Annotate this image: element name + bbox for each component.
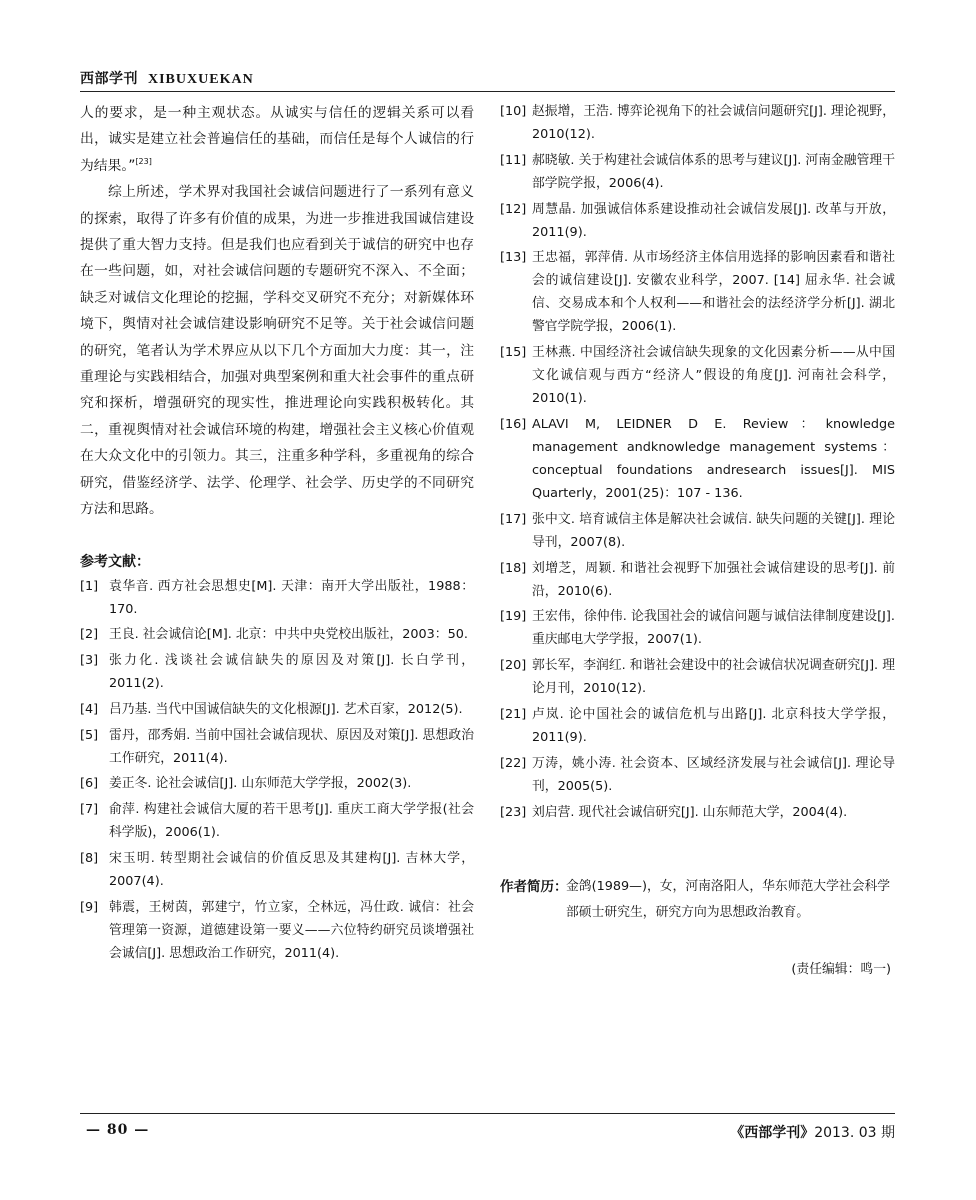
reference-number: [10] bbox=[500, 104, 527, 119]
journal-name bbox=[80, 68, 254, 88]
reference-item bbox=[500, 413, 895, 505]
reference-text: 刘增芝，周颖. 和谐社会视野下加强社会诚信建设的思考[J]. 前沿，2010(6). bbox=[532, 560, 895, 599]
reference-text: 万涛，姚小涛. 社会资本、区域经济发展与社会诚信[J]. 理论导刊，2005(5). bbox=[532, 755, 895, 794]
reference-text: 卢岚. 论中国社会的诚信危机与出路[J]. 北京科技大学学报，2011(9). bbox=[532, 706, 895, 745]
page-number: — 80 — bbox=[86, 1122, 150, 1138]
author-bio-text: 金鸽(1989—)，女，河南洛阳人，华东师范大学社会科学部硕士研究生，研究方向为思想政治教育。 bbox=[566, 878, 891, 920]
journal-name-cn: 西部学刊 bbox=[80, 71, 138, 87]
reference-text: 张中文. 培育诚信主体是解决社会诚信. 缺失问题的关键[J]. 理论导刊，2007(8). bbox=[532, 511, 895, 550]
reference-item bbox=[500, 703, 895, 749]
reference-text: 王宏伟，徐仲伟. 论我国社会的诚信问题与诚信法律制度建设[J]. 重庆邮电大学学报，2007(1). bbox=[532, 609, 895, 648]
references-list-right bbox=[500, 100, 895, 824]
reference-item bbox=[500, 149, 895, 195]
reference-number: [8] bbox=[80, 851, 99, 867]
reference-item bbox=[500, 605, 895, 651]
editor-note: (责任编辑：鸣一) bbox=[791, 961, 891, 977]
footer-issue: 2013. 03 期 bbox=[814, 1125, 895, 1141]
reference-item bbox=[80, 847, 474, 893]
references-list-left bbox=[80, 575, 474, 965]
reference-item bbox=[80, 649, 474, 695]
reference-number: [13] bbox=[500, 250, 527, 266]
reference-number: [22] bbox=[500, 755, 527, 771]
references-heading: 参考文献： bbox=[80, 553, 150, 570]
reference-text: 韩震，王树茵，郭建宁，竹立家，仝林远，冯仕政. 诚信：社会管理第一资源，道德建设第一要义——六位特约研究员谈增强社会诚信[J]. 思想政治工作研究，2011(4). bbox=[109, 899, 474, 961]
running-header bbox=[80, 68, 895, 88]
reference-number: [17] bbox=[500, 511, 527, 527]
body-paragraph-1 bbox=[80, 100, 474, 179]
reference-number: [20] bbox=[500, 658, 527, 674]
reference-item bbox=[80, 698, 474, 721]
reference-text: 宋玉明. 转型期社会诚信的价值反思及其建构[J]. 吉林大学，2007(4). bbox=[109, 851, 474, 890]
right-column bbox=[500, 100, 895, 977]
footer-journal-title: 《西部学刊》 bbox=[730, 1125, 815, 1141]
reference-number: [15] bbox=[500, 345, 527, 361]
reference-number: [3] bbox=[80, 653, 99, 669]
reference-number: [1] bbox=[80, 578, 99, 594]
reference-text: 张力化. 浅谈社会诚信缺失的原因及对策[J]. 长白学刊，2011(2). bbox=[109, 653, 474, 692]
journal-name-en: XIBUXUEKAN bbox=[148, 72, 254, 87]
reference-number: [6] bbox=[80, 776, 99, 792]
reference-text: 俞萍. 构建社会诚信大厦的若干思考[J]. 重庆工商大学学报(社会科学版)，2006(1). bbox=[109, 802, 474, 841]
reference-number: [11] bbox=[500, 152, 527, 168]
author-bio bbox=[500, 874, 895, 926]
reference-text: 王林燕. 中国经济社会诚信缺失现象的文化因素分析——从中国文化诚信观与西方“经济人”假设的角度[J]. 河南社会科学，2010(1). bbox=[532, 345, 895, 407]
reference-text: 雷丹，邵秀娟. 当前中国社会诚信现状、原因及对策[J]. 思想政治工作研究，2011(4). bbox=[109, 727, 474, 766]
reference-item bbox=[500, 557, 895, 603]
reference-number: [4] bbox=[80, 701, 99, 717]
left-column bbox=[80, 100, 474, 968]
reference-item bbox=[500, 246, 895, 338]
body-paragraph-2: 综上所述，学术界对我国社会诚信问题进行了一系列有意义的探索，取得了许多有价值的成果，为进一步推进我国诚信建设提供了重大智力支持。但是我们也应看到关于诚信的研究中也存在一些问题，如，对社会诚信问题的专题研究不深入、不全面；缺乏对诚信文化理论的挖掘，学科交叉研究不充分；对新媒体环境下，舆情对社会诚信建设影响研究不足等。关于社会诚信问题的研究，笔者认为学术界应从以下几个方面加大力度：其一，注重理论与实践相结合，加强对典型案例和重大社会事件的重点研究和探析，增强研究的现实性，推进理论向实践积极转化。其二，重视舆情对社会诚信环境的构建，增强社会主义核心价值观在大众文化中的引领力。其三，注重多种学科，多重视角的综合研究，借鉴经济学、法学、伦理学、社会学、历史学的不同研究方法和思路。 bbox=[80, 184, 474, 518]
reference-item bbox=[80, 896, 474, 965]
reference-item bbox=[80, 623, 474, 646]
reference-item bbox=[80, 798, 474, 844]
reference-number: [23] bbox=[500, 804, 527, 820]
reference-text: 周慧晶. 加强诚信体系建设推动社会诚信发展[J]. 改革与开放，2011(9). bbox=[532, 201, 895, 240]
reference-number: [21] bbox=[500, 706, 527, 722]
reference-number: [19] bbox=[500, 609, 527, 625]
reference-text: 王良. 社会诚信论[M]. 北京：中共中央党校出版社，2003：50. bbox=[109, 627, 468, 643]
reference-text: 姜正冬. 论社会诚信[J]. 山东师范大学学报，2002(3). bbox=[109, 776, 412, 792]
reference-number: [18] bbox=[500, 560, 527, 576]
reference-text: 赵振增，王浩. 博弈论视角下的社会诚信问题研究[J]. 理论视野，2010(12). bbox=[532, 104, 895, 142]
reference-item bbox=[80, 724, 474, 770]
reference-text: 袁华音. 西方社会思想史[M]. 天津：南开大学出版社，1988：170. bbox=[109, 578, 474, 617]
reference-number: [12] bbox=[500, 201, 527, 217]
issue-line bbox=[730, 1122, 895, 1142]
reference-text: 吕乃基. 当代中国诚信缺失的文化根源[J]. 艺术百家，2012(5). bbox=[109, 701, 463, 717]
reference-number: [7] bbox=[80, 802, 99, 818]
reference-text: 郭长军，李润红. 和谐社会建设中的社会诚信状况调查研究[J]. 理论月刊，2010(12). bbox=[532, 658, 895, 697]
reference-item bbox=[500, 752, 895, 798]
header-rule bbox=[80, 91, 895, 92]
author-bio-label: 作者简历： bbox=[500, 878, 568, 895]
reference-number: [9] bbox=[80, 899, 99, 915]
reference-item bbox=[500, 198, 895, 244]
paragraph-1-text: 人的要求，是一种主观状态。从诚实与信任的逻辑关系可以看出，诚实是建立社会普遍信任的基础，而信任是每个人诚信的行为结果。” bbox=[80, 105, 474, 174]
citation-superscript: [23] bbox=[135, 156, 152, 166]
reference-text: 王忠福，郭萍倩. 从市场经济主体信用选择的影响因素看和谐社会的诚信建设[J]. 安徽农业科学，2007. [14] 屈永华. 社会诚信、交易成本和个人权利——和谐社会的法经济学分析[J]. 湖北警官学院学报，2006(1). bbox=[532, 250, 895, 335]
reference-item bbox=[500, 341, 895, 410]
reference-text: 刘启营. 现代社会诚信研究[J]. 山东师范大学，2004(4). bbox=[532, 804, 848, 820]
reference-text: ALAVI M, LEIDNER D E. Review：knowledge management andknowledge management systems：conceptual foundations andresearch issues[J]. MIS Quarterly，2001(25)：107 - 136. bbox=[532, 416, 895, 501]
reference-item bbox=[500, 801, 895, 824]
reference-text: 郝晓敏. 关于构建社会诚信体系的思考与建议[J]. 河南金融管理干部学院学报，2006(4). bbox=[532, 152, 895, 191]
reference-number: [2] bbox=[80, 627, 99, 643]
reference-number: [16] bbox=[500, 416, 527, 432]
reference-item bbox=[500, 508, 895, 554]
footer-rule bbox=[80, 1113, 895, 1114]
reference-number: [5] bbox=[80, 727, 99, 743]
reference-item bbox=[500, 100, 895, 146]
reference-item bbox=[80, 772, 474, 795]
reference-item bbox=[80, 575, 474, 621]
reference-item bbox=[500, 654, 895, 700]
